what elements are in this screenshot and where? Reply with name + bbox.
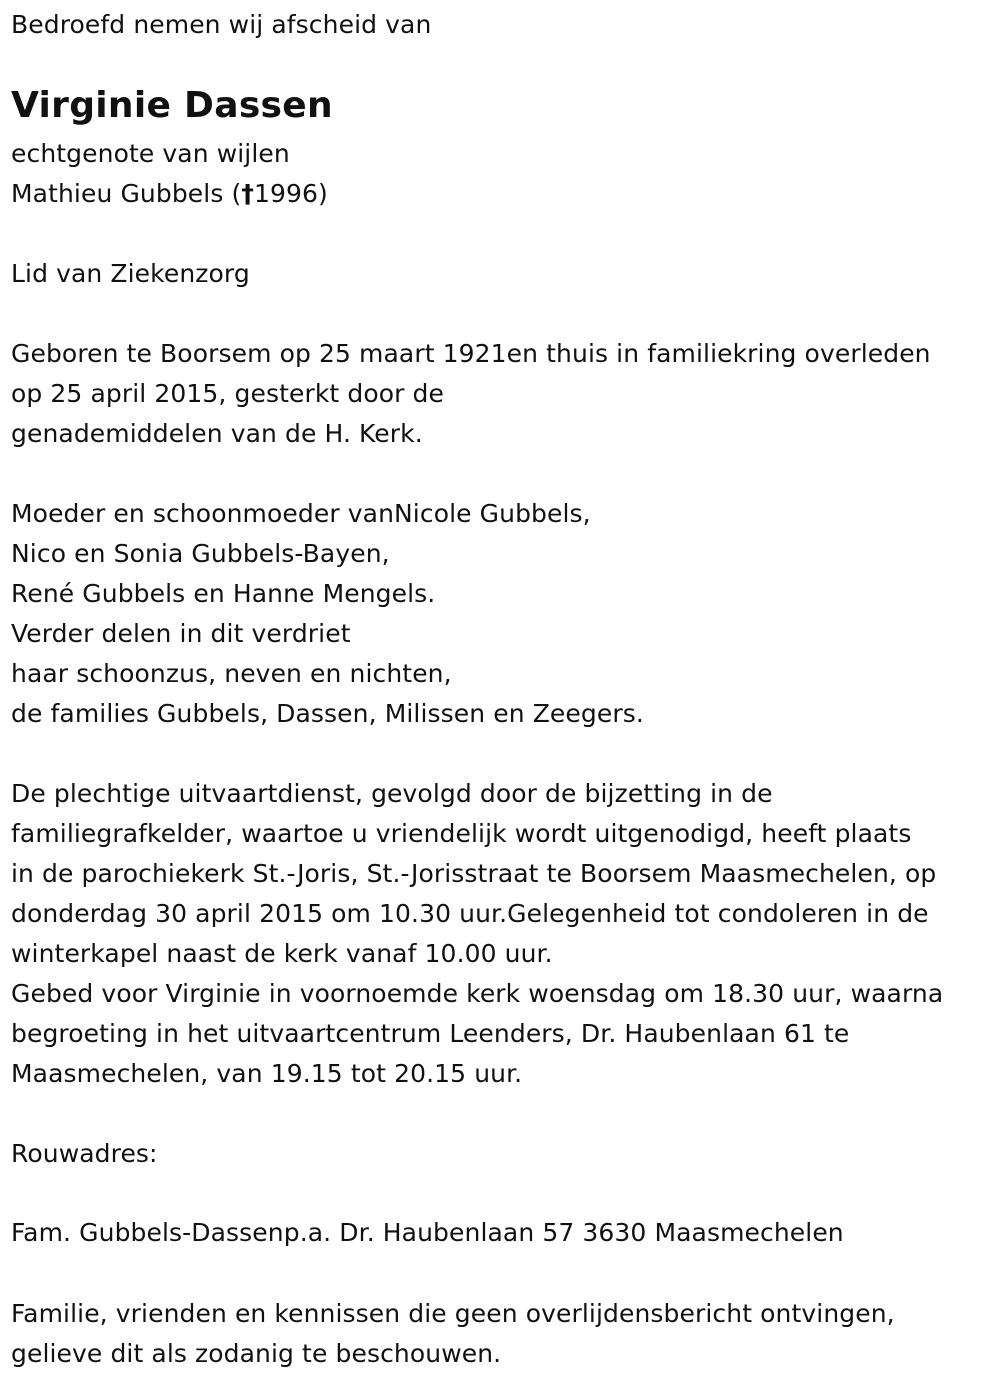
service-line: in de parochiekerk St.-Joris, St.-Jorisstraat te Boorsem Maasmechelen, op xyxy=(11,859,937,888)
service-line: De plechtige uitvaartdienst, gevolgd door de bijzetting in de xyxy=(11,779,773,808)
membership-text: Lid van Ziekenzorg xyxy=(11,259,250,288)
service-line: donderdag 30 april 2015 om 10.30 uur.Gelegenheid tot condoleren in de xyxy=(11,899,929,928)
family-line: de families Gubbels, Dassen, Milissen en Zeegers. xyxy=(11,699,644,728)
closing-line: gelieve dit als zodanig te beschouwen. xyxy=(11,1339,502,1368)
intro-text: Bedroefd nemen wij afscheid van xyxy=(11,10,432,39)
spouse-name: Mathieu Gubbels ( xyxy=(11,179,242,208)
spouse-death-year: 1996) xyxy=(253,179,328,208)
family-line: René Gubbels en Hanne Mengels. xyxy=(11,579,436,608)
address-text: Fam. Gubbels-Dassenp.a. Dr. Haubenlaan 57 3630 Maasmechelen xyxy=(11,1218,844,1247)
service-line: Maasmechelen, van 19.15 tot 20.15 uur. xyxy=(11,1059,523,1088)
deceased-name: Virginie Dassen xyxy=(11,85,333,126)
spouse-line-2 xyxy=(11,174,328,214)
family-line: Nico en Sonia Gubbels-Bayen, xyxy=(11,539,390,568)
birth-death-line: Geboren te Boorsem op 25 maart 1921en thuis in familiekring overleden xyxy=(11,339,931,368)
family-line: haar schoonzus, neven en nichten, xyxy=(11,659,452,688)
family-line: Verder delen in dit verdriet xyxy=(11,619,351,648)
birth-death-line: op 25 april 2015, gesterkt door de xyxy=(11,379,444,408)
cross-icon: † xyxy=(241,179,254,208)
spouse-line-1: echtgenote van wijlen xyxy=(11,139,290,168)
birth-death-line: genademiddelen van de H. Kerk. xyxy=(11,419,423,448)
service-line: winterkapel naast de kerk vanaf 10.00 uur. xyxy=(11,939,553,968)
service-line: begroeting in het uitvaartcentrum Leenders, Dr. Haubenlaan 61 te xyxy=(11,1019,850,1048)
service-line: Gebed voor Virginie in voornoemde kerk woensdag om 18.30 uur, waarna xyxy=(11,979,944,1008)
address-label: Rouwadres: xyxy=(11,1139,158,1168)
service-line: familiegrafkelder, waartoe u vriendelijk wordt uitgenodigd, heeft plaats xyxy=(11,819,912,848)
family-line: Moeder en schoonmoeder vanNicole Gubbels, xyxy=(11,499,591,528)
closing-line: Familie, vrienden en kennissen die geen overlijdensbericht ontvingen, xyxy=(11,1299,895,1328)
